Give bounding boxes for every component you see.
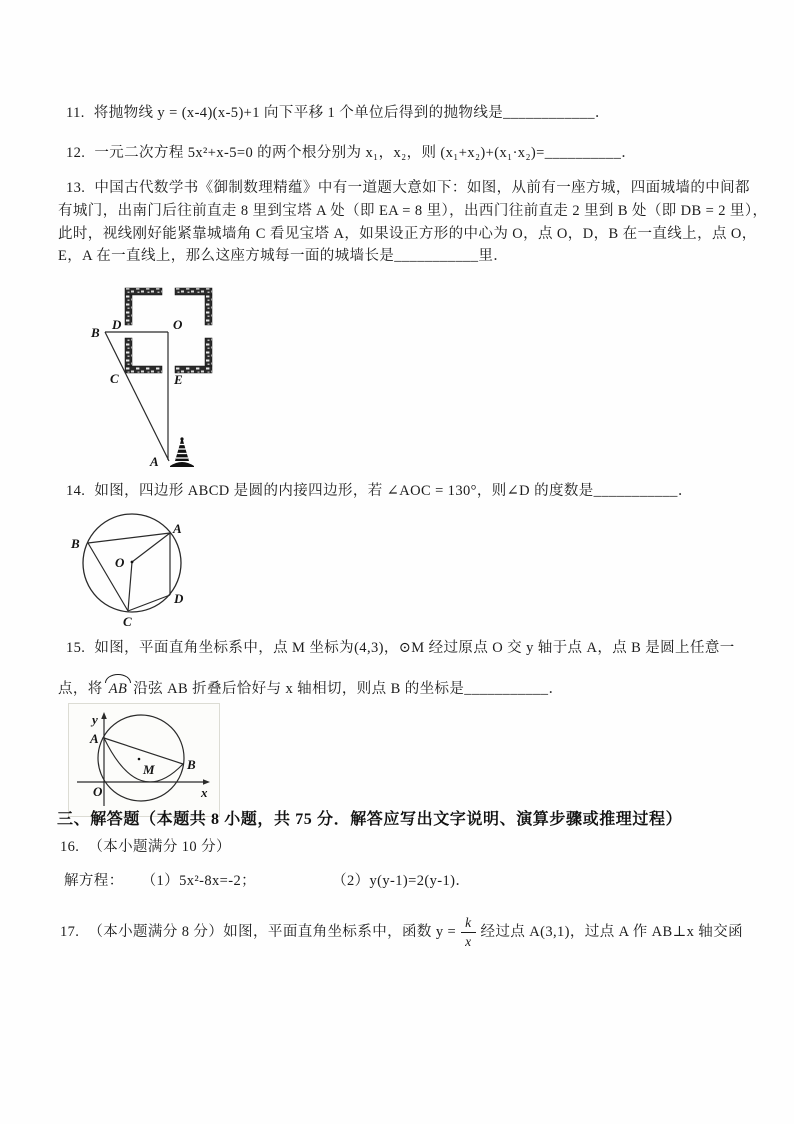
question-14 — [66, 481, 693, 501]
question-11-text: 将抛物线 y = (x-4)(x-5)+1 向下平移 1 个单位后得到的抛物线是____________． — [93, 105, 610, 121]
question-17-number: 17. — [60, 924, 80, 940]
fig13-label-B: B — [91, 325, 100, 340]
question-13-line2 — [58, 201, 767, 221]
fraction-denominator: x — [465, 933, 472, 949]
fig13-label-E: E — [174, 372, 183, 387]
figure-14-inscribed-quadrilateral — [70, 505, 195, 630]
fraction-k-over-x — [461, 916, 475, 948]
center-dot — [131, 561, 134, 564]
question-17 — [60, 916, 743, 948]
question-13-text-line3: 此时，视线刚好能紧靠城墙角 C 看见宝塔 A，如果设正方形的中心为 O，点 O，D，B 在一直线上，点 O， — [58, 226, 757, 242]
question-12 — [66, 143, 636, 163]
question-13-line3 — [58, 224, 757, 244]
fig14-label-B: B — [71, 536, 80, 551]
question-16-equations — [64, 871, 470, 891]
question-13-line1 — [66, 178, 750, 198]
question-15-number: 15. — [66, 640, 86, 656]
question-17-suffix: 经过点 A(3,1)，过点 A 作 AB⊥x 轴交函 — [480, 924, 743, 940]
fig13-label-O: O — [173, 317, 183, 332]
chord-A-B — [88, 533, 170, 543]
question-13-number: 13. — [66, 180, 86, 196]
equation-part-1: （1）5x²-8x=-2； — [141, 873, 257, 889]
fraction-numerator: k — [461, 916, 475, 933]
fig14-label-O: O — [115, 555, 125, 570]
question-15-line1 — [66, 638, 735, 658]
chord-A-B — [104, 738, 183, 764]
fig14-label-D: D — [174, 591, 184, 606]
figure-13-city-wall-diagram — [85, 270, 225, 475]
circle-M — [98, 715, 184, 801]
question-15-text-suffix: 沿弦 AB 折叠后恰好与 x 轴相切，则点 B 的坐标是___________． — [133, 681, 564, 697]
y-axis-arrow — [101, 712, 107, 719]
question-12-text: 一元二次方程 5x²+x-5=0 的两个根分别为 x₁，x₂，则 (x₁+x₂)+(x₁·x₂)=__________． — [94, 145, 637, 161]
question-16-text: （本小题满分 10 分） — [88, 839, 231, 855]
x-axis-arrow — [203, 779, 210, 785]
solve-equations-label: 解方程： — [64, 873, 124, 889]
pagoda-icon — [170, 437, 194, 467]
question-13-text-line2: 有城门，出南门后往前直走 8 里到宝塔 A 处（即 EA = 8 里），出西门往前直走 2 里到 B 处（即 DB = 2 里）， — [58, 203, 768, 219]
question-14-text: 如图，四边形 ABCD 是圆的内接四边形，若 ∠AOC = 130°，则∠D 的度数是___________． — [94, 483, 693, 499]
question-15-text-line1: 如图，平面直角坐标系中，点 M 坐标为(4,3)，⊙M 经过原点 O 交 y 轴于点 A，点 B 是圆上任意一 — [94, 640, 735, 656]
fig13-label-C: C — [110, 371, 119, 386]
question-14-number: 14. — [66, 483, 86, 499]
chord-B-C — [88, 543, 128, 611]
fig15-label-A: A — [90, 731, 99, 746]
section-3-header: 三、解答题（本题共 8 小题，共 75 分．解答应写出文字说明、演算步骤或推理过程） — [57, 811, 683, 828]
center-M-dot — [138, 758, 141, 761]
radius-O-C — [128, 562, 132, 611]
sight-line-B-C-A — [105, 332, 169, 461]
question-11 — [66, 103, 610, 123]
question-13-line4 — [58, 246, 508, 266]
fig15-label-x: x — [201, 785, 208, 800]
question-11-number: 11. — [66, 105, 85, 121]
arc-AB-notation: AB — [108, 681, 128, 697]
fig13-label-D: D — [112, 317, 122, 332]
fig15-label-O: O — [93, 784, 103, 799]
fig15-label-y: y — [92, 712, 98, 727]
question-12-number: 12. — [66, 145, 86, 161]
question-16-number: 16. — [60, 839, 80, 855]
question-13-text-line4: E，A 在一直线上，那么这座方城每一面的城墙长是___________里． — [58, 248, 509, 264]
fig14-label-C: C — [123, 614, 132, 629]
question-15-text-prefix: 点，将 — [58, 681, 103, 697]
question-17-prefix: （本小题满分 8 分）如图，平面直角坐标系中，函数 y = — [88, 924, 457, 940]
fig15-label-M: M — [143, 762, 155, 777]
question-16 — [60, 837, 231, 857]
equation-part-2: （2）y(y-1)=2(y-1)． — [332, 873, 471, 889]
fig15-label-B: B — [187, 757, 196, 772]
question-13-text-line1: 中国古代数学书《御制数理精蕴》中有一道题大意如下：如图，从前有一座方城，四面城墙的中间都 — [94, 180, 750, 196]
question-15-line2 — [58, 679, 563, 699]
fig13-label-A: A — [150, 454, 159, 469]
figure-15-circle-coordinate-diagram — [68, 703, 220, 817]
fig14-label-A: A — [173, 521, 182, 536]
